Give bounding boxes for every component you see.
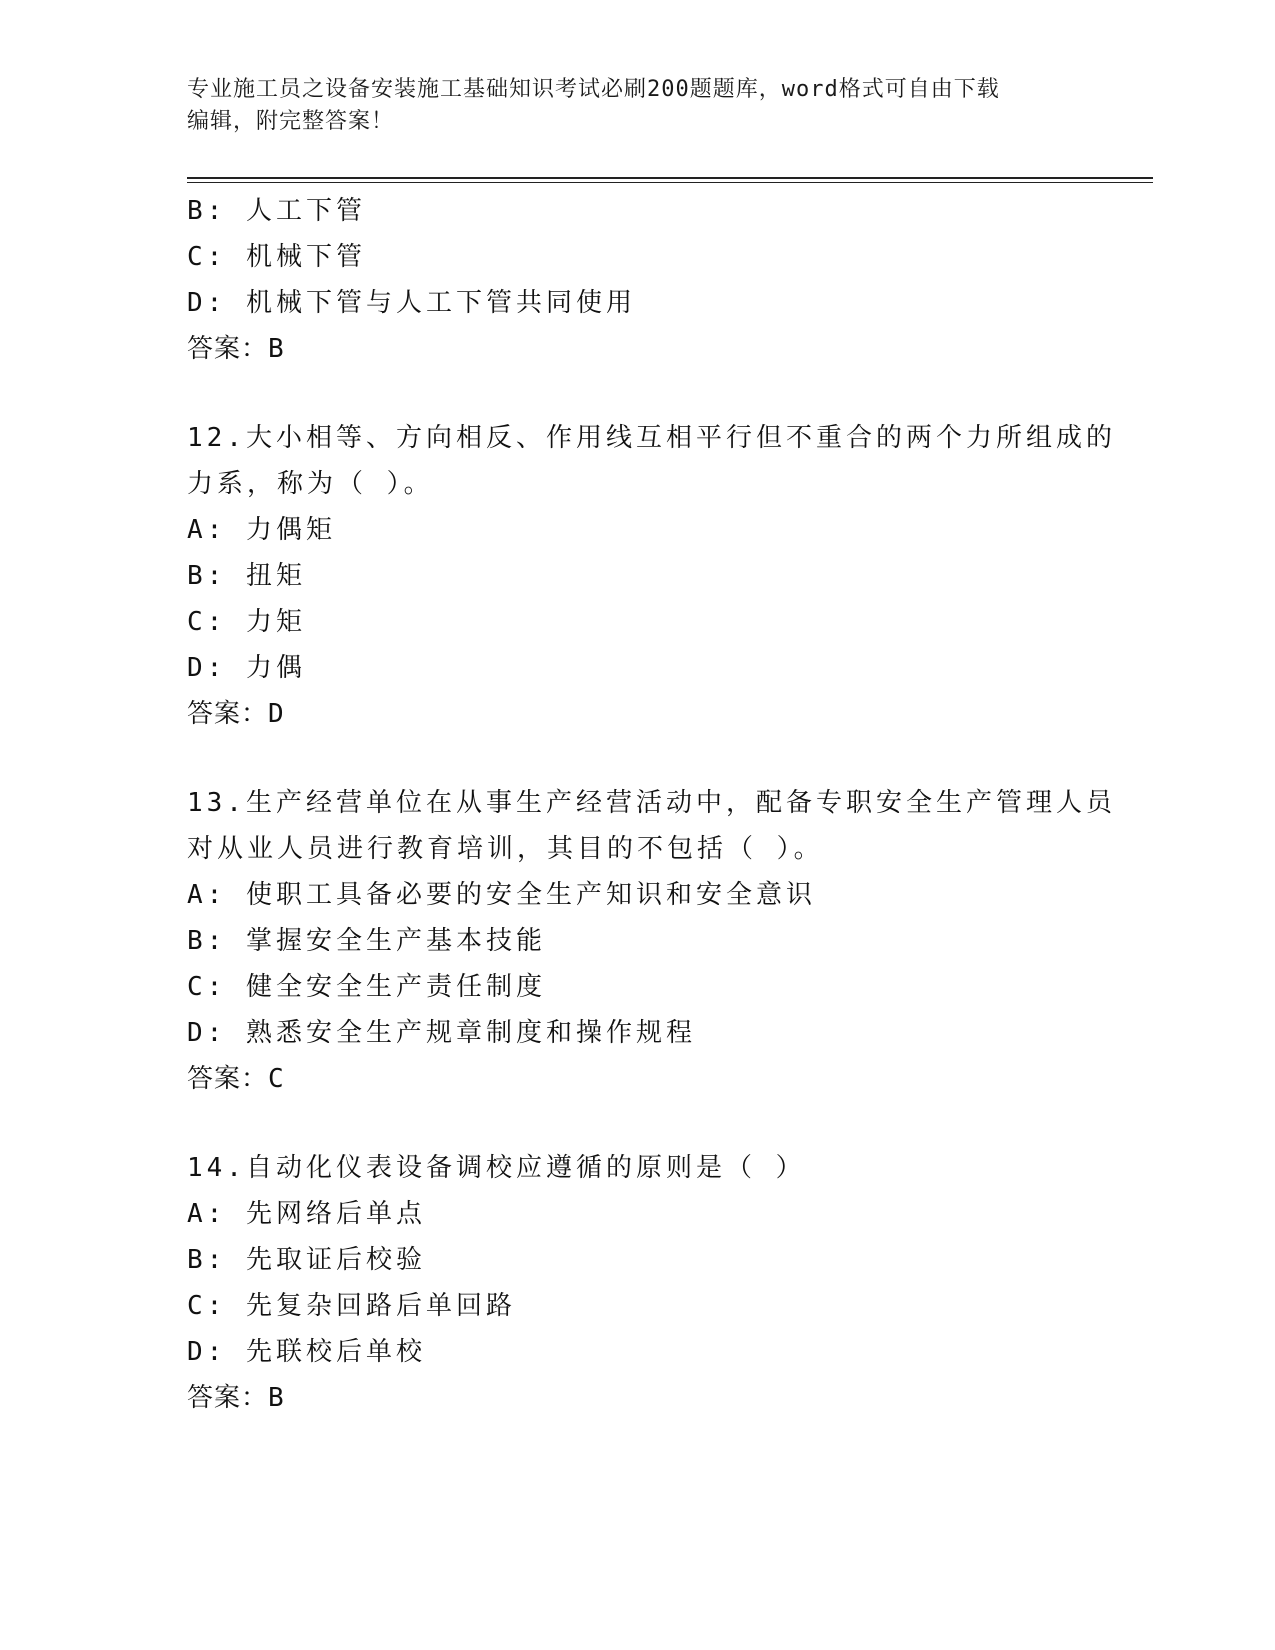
option-c: C: 先复杂回路后单回路 [187, 1291, 516, 1321]
question-stem-line-2: 对从业人员进行教育培训，其目的不包括（ ）。 [187, 834, 824, 864]
option-a: A: 使职工具备必要的安全生产知识和安全意识 [187, 880, 816, 910]
question-stem-line-1: 13.生产经营单位在从事生产经营活动中，配备专职安全生产管理人员 [187, 788, 1116, 818]
question-13 [187, 780, 1116, 1102]
option-a: A: 先网络后单点 [187, 1199, 426, 1229]
header-line-1: 专业施工员之设备安装施工基础知识考试必刷200题题库，word格式可自由下载 [187, 77, 1000, 102]
question-14 [187, 1145, 1087, 1421]
question-stem-line-1: 12.大小相等、方向相反、作用线互相平行但不重合的两个力所组成的 [187, 423, 1116, 453]
question-list [187, 188, 1116, 1421]
option-b: B: 掌握安全生产基本技能 [187, 926, 546, 956]
option-d: D: 力偶 [187, 653, 306, 683]
option-a: A: 力偶矩 [187, 515, 336, 545]
option-d: D: 先联校后单校 [187, 1337, 426, 1367]
answer-line: 答案：B [187, 334, 285, 364]
option-d: D: 熟悉安全生产规章制度和操作规程 [187, 1018, 696, 1048]
header-divider-bottom [187, 182, 1153, 183]
option-c: C: 力矩 [187, 607, 306, 637]
option-b: B: 扭矩 [187, 561, 306, 591]
option-c: C: 健全安全生产责任制度 [187, 972, 546, 1002]
question-stem-line-2: 力系，称为（ ）。 [187, 469, 434, 499]
question-11 [187, 188, 1087, 372]
option-b: B: 人工下管 [187, 196, 366, 226]
header-line-2: 编辑，附完整答案！ [187, 109, 395, 134]
option-b: B: 先取证后校验 [187, 1245, 426, 1275]
answer-line: 答案：B [187, 1383, 285, 1413]
option-d: D: 机械下管与人工下管共同使用 [187, 288, 636, 318]
answer-line: 答案：D [187, 699, 285, 729]
document-header [187, 74, 1067, 138]
header-divider-top [187, 177, 1153, 179]
question-stem-line-1: 14.自动化仪表设备调校应遵循的原则是（ ） [187, 1153, 806, 1183]
option-c: C: 机械下管 [187, 242, 366, 272]
question-12 [187, 415, 1116, 737]
answer-line: 答案：C [187, 1064, 285, 1094]
